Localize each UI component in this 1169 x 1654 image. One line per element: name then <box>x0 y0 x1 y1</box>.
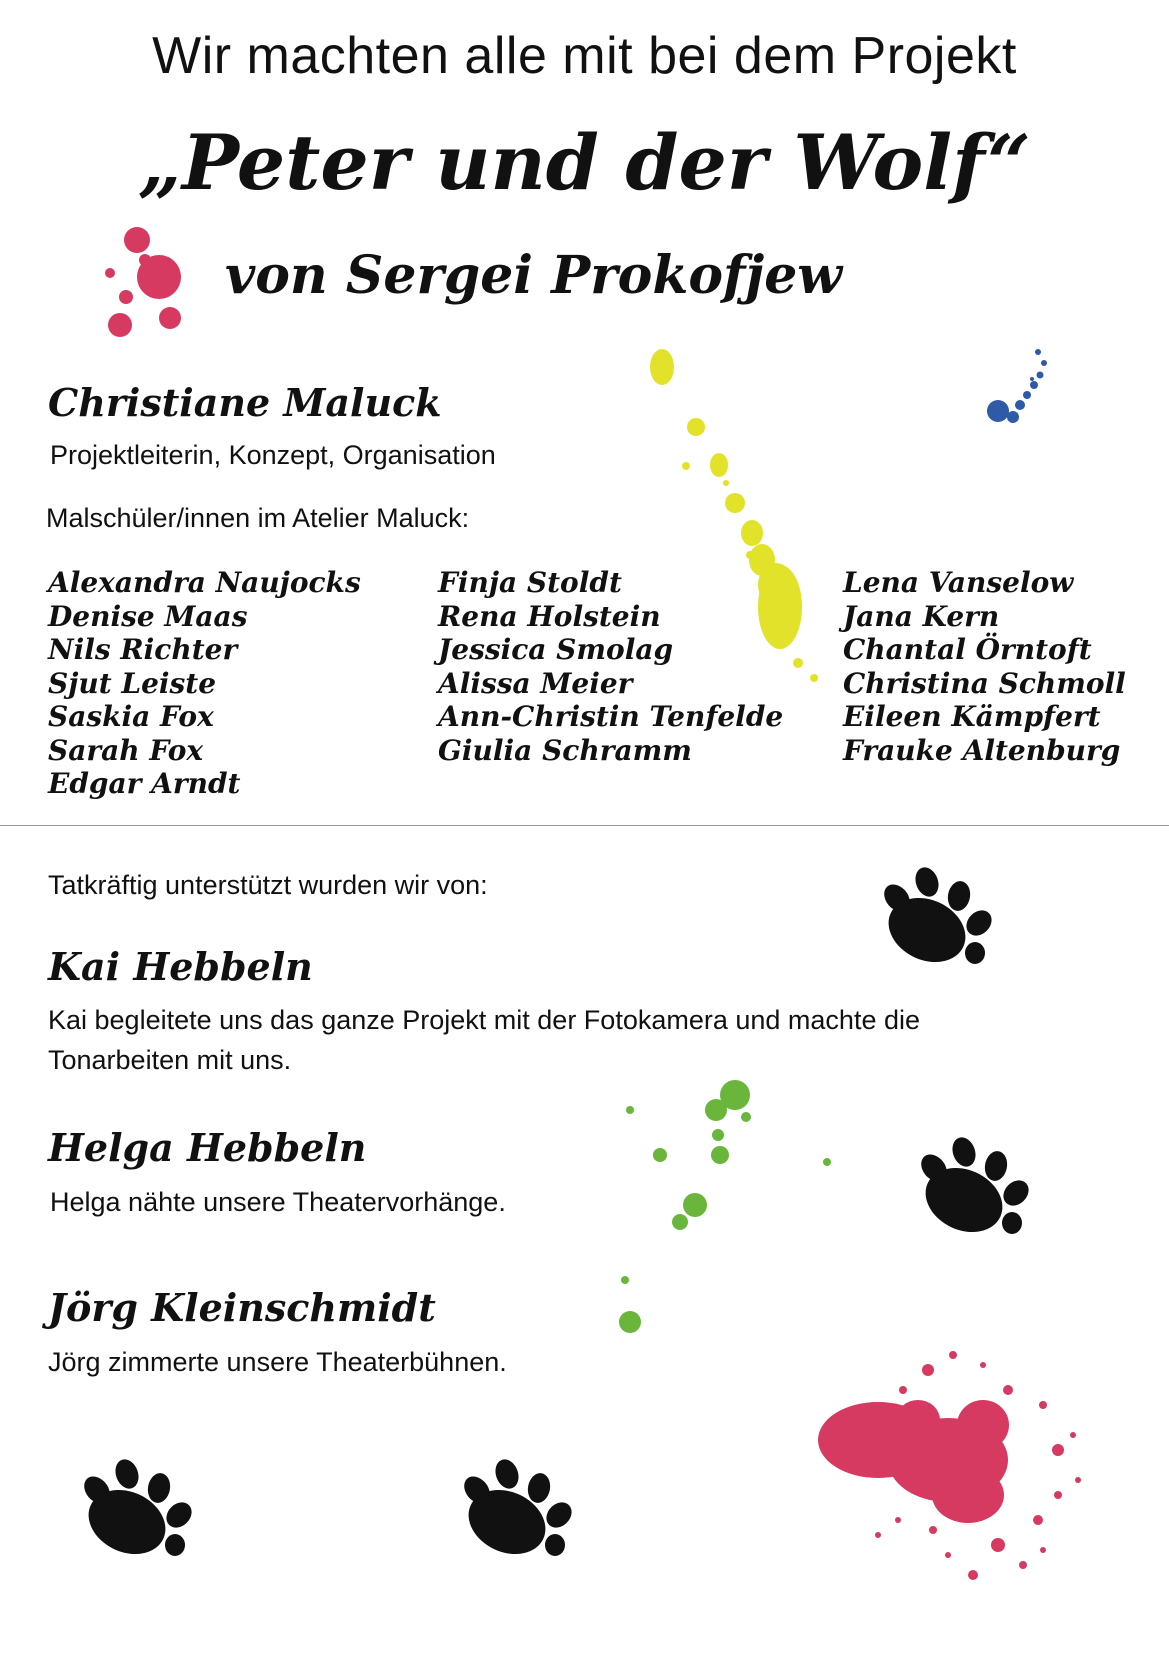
helper-text-kai-line1: Kai begleitete uns das ganze Projekt mit der Fotokamera und machte die <box>48 1005 920 1035</box>
helper-text-joerg: Jörg zimmerte unsere Theaterbühnen. <box>48 1347 507 1377</box>
list-item: Ann-Christin Tenfelde <box>438 700 784 733</box>
paw-print-icon <box>75 1460 205 1570</box>
list-item: Saskia Fox <box>48 700 214 733</box>
list-item: Frauke Altenburg <box>843 733 1121 767</box>
list-item: Sjut Leiste <box>48 666 217 700</box>
green-splash-icon <box>620 1070 840 1340</box>
students-heading: Malschüler/innen im Atelier Maluck: <box>46 503 470 533</box>
student-list-2 <box>438 566 783 767</box>
list-item: Jana Kern <box>843 599 1000 633</box>
list-item: Rena Holstein <box>438 599 661 633</box>
list-item: Denise Maas <box>48 599 248 633</box>
page-subtitle: von Sergei Prokofjew <box>225 245 843 306</box>
red-splash-icon <box>100 225 190 340</box>
blue-splash-icon <box>980 345 1060 430</box>
list-item: Lena Vanselow <box>843 566 1074 599</box>
page-title: „Peter und der Wolf“ <box>138 118 1031 207</box>
paw-print-icon <box>875 868 1005 978</box>
helper-text-helga: Helga nähte unsere Theatervorhänge. <box>50 1187 506 1217</box>
intro-heading: Wir machten alle mit bei dem Projekt <box>152 27 1017 85</box>
list-item: Nils Richter <box>48 633 238 666</box>
paw-print-icon <box>455 1460 585 1570</box>
paw-print-icon <box>912 1138 1042 1248</box>
list-item: Christina Schmoll <box>843 666 1126 700</box>
list-item: Jessica Smolag <box>438 633 674 666</box>
list-item: Sarah Fox <box>48 733 204 767</box>
support-heading: Tatkräftig unterstützt wurden wir von: <box>48 870 488 900</box>
lead-role: Projektleiterin, Konzept, Organisation <box>50 440 496 470</box>
list-item: Alexandra Naujocks <box>48 566 361 599</box>
helper-text-kai-line2: Tonarbeiten mit uns. <box>48 1045 292 1075</box>
lead-name: Christiane Maluck <box>48 380 442 425</box>
list-item: Edgar Arndt <box>48 767 241 800</box>
student-list-1 <box>48 566 361 801</box>
list-item: Chantal Örntoft <box>843 633 1092 666</box>
list-item: Giulia Schramm <box>438 733 692 767</box>
helper-name-helga: Helga Hebbeln <box>48 1125 367 1170</box>
list-item: Finja Stoldt <box>438 566 622 599</box>
helper-name-joerg: Jörg Kleinschmidt <box>48 1285 436 1330</box>
helper-name-kai: Kai Hebbeln <box>48 944 313 989</box>
list-item: Alissa Meier <box>438 666 633 700</box>
section-divider <box>0 825 1169 826</box>
student-list-3 <box>843 566 1126 767</box>
list-item: Eileen Kämpfert <box>843 700 1101 733</box>
red-splat-icon <box>808 1350 1088 1590</box>
